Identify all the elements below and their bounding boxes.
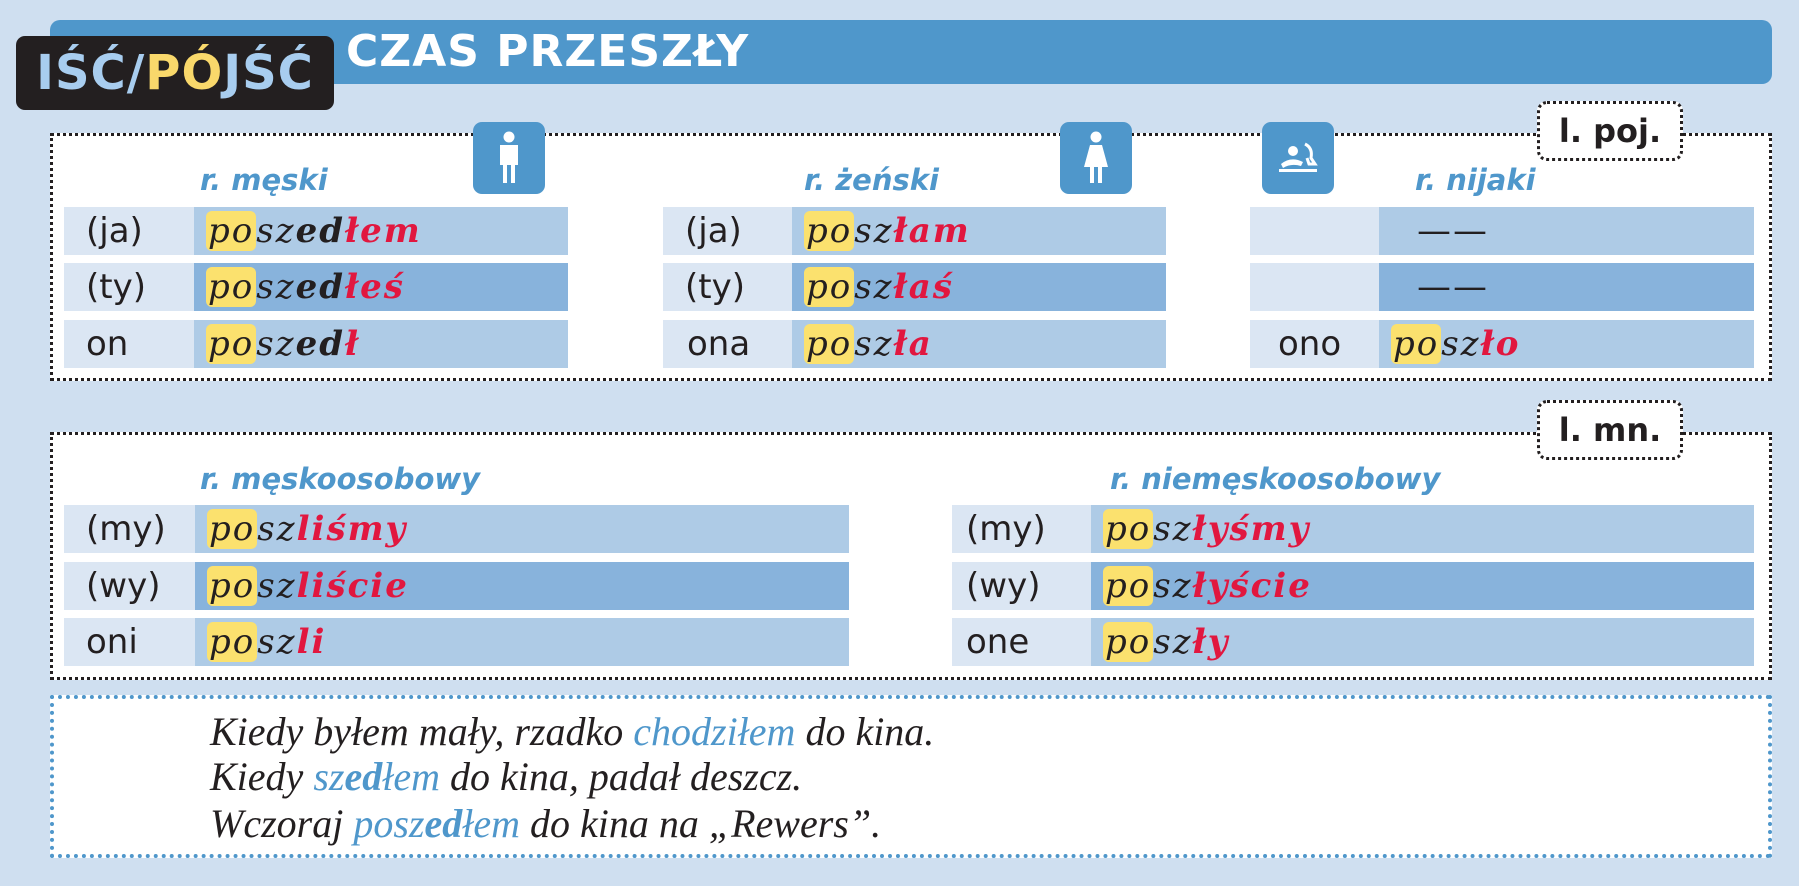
verb-form: [195, 562, 849, 610]
pronoun: one: [952, 618, 1091, 666]
man-icon: [473, 122, 545, 194]
table-row: [64, 263, 568, 311]
page-title: CZAS PRZESZŁY: [346, 26, 750, 77]
ending: ł: [345, 324, 361, 364]
example-highlight: posz: [353, 801, 425, 846]
prefix: po: [806, 211, 853, 251]
label-nonvirile: r. niemęskoosobowy: [1110, 462, 1441, 496]
label-virile: r. męskoosobowy: [200, 462, 481, 496]
table-row: [64, 618, 849, 666]
ending: li: [296, 622, 327, 662]
example-text: Kiedy: [210, 754, 314, 799]
verb-part-3: JŚĆ: [223, 45, 314, 101]
example-text: Wczoraj: [210, 801, 354, 846]
table-row: [952, 618, 1754, 666]
pronoun: (my): [64, 505, 195, 553]
example-sentence: [210, 753, 802, 800]
table-row: [64, 207, 568, 255]
table-row: [663, 263, 1166, 311]
verb-form: [1091, 562, 1754, 610]
verb-form: [792, 207, 1166, 255]
label-feminine: r. żeński: [804, 163, 939, 197]
verb-form: [1091, 505, 1754, 553]
pronoun: on: [64, 320, 194, 368]
verb-badge: [16, 36, 334, 110]
suffix: ed: [295, 324, 346, 364]
stem: sz: [257, 509, 297, 549]
prefix: po: [806, 324, 853, 364]
ending: ła: [893, 324, 933, 364]
prefix: po: [1393, 324, 1440, 364]
ending: łem: [345, 211, 422, 251]
table-row: [663, 207, 1166, 255]
example-sentence: [210, 800, 881, 847]
example-highlight: łem: [462, 801, 520, 846]
verb-form: [1379, 320, 1754, 368]
table-row: [64, 562, 849, 610]
plural-tag: l. mn.: [1537, 400, 1683, 460]
example-text: do kina, padał deszcz.: [439, 754, 803, 799]
ending: ły: [1192, 622, 1230, 662]
verb-part-1: IŚĆ/: [36, 45, 146, 101]
table-row: [663, 320, 1166, 368]
pronoun: (my): [952, 505, 1091, 553]
pronoun: ona: [663, 320, 792, 368]
table-row: [64, 320, 568, 368]
example-text: do kina na „Rewers”.: [520, 801, 882, 846]
verb-form: [194, 207, 568, 255]
prefix: po: [1105, 509, 1152, 549]
prefix: po: [209, 509, 256, 549]
prefix: po: [208, 211, 255, 251]
ending: ło: [1480, 324, 1521, 364]
example-text: Kiedy byłem mały, rzadko: [210, 709, 634, 754]
verb-form: [194, 320, 568, 368]
verb-form: [1091, 618, 1754, 666]
stem: sz: [256, 211, 296, 251]
singular-tag: l. poj.: [1537, 101, 1683, 161]
ending: łyście: [1192, 566, 1312, 606]
verb-form: [792, 320, 1166, 368]
label-masculine: r. męski: [200, 163, 328, 197]
prefix: po: [208, 267, 255, 307]
stem: sz: [1153, 509, 1193, 549]
suffix: ed: [295, 267, 346, 307]
pronoun: (ja): [64, 207, 194, 255]
prefix: po: [209, 622, 256, 662]
ending: liśmy: [296, 509, 408, 549]
table-row: [64, 505, 849, 553]
table-row: [952, 505, 1754, 553]
table-row: [1250, 263, 1754, 311]
example-highlight-bold: ed: [344, 754, 383, 799]
stem: sz: [256, 324, 296, 364]
table-row: [1250, 320, 1754, 368]
stem: sz: [854, 267, 894, 307]
verb-form: [1379, 207, 1754, 255]
label-neuter: r. nijaki: [1415, 163, 1536, 197]
verb-form: [792, 263, 1166, 311]
pronoun: [1250, 207, 1379, 255]
pronoun: (ty): [663, 263, 792, 311]
prefix: po: [1105, 566, 1152, 606]
verb-part-prefix: PÓ: [145, 45, 224, 101]
pronoun: (ty): [64, 263, 194, 311]
ending: łeś: [345, 267, 405, 307]
prefix: po: [209, 566, 256, 606]
ending: liście: [296, 566, 409, 606]
pronoun: (wy): [952, 562, 1091, 610]
example-sentence: [210, 708, 934, 755]
stem: sz: [256, 267, 296, 307]
woman-icon: [1060, 122, 1132, 194]
table-row: [1250, 207, 1754, 255]
stem: sz: [1441, 324, 1481, 364]
stem: sz: [1153, 566, 1193, 606]
stem: sz: [854, 324, 894, 364]
pronoun: ono: [1250, 320, 1379, 368]
prefix: po: [806, 267, 853, 307]
baby-icon: [1262, 122, 1334, 194]
verb-form: [1379, 263, 1754, 311]
pronoun: (wy): [64, 562, 195, 610]
example-text: do kina.: [795, 709, 935, 754]
example-highlight: chodziłem: [633, 709, 796, 754]
pronoun: oni: [64, 618, 195, 666]
ending: łyśmy: [1192, 509, 1311, 549]
example-highlight-bold: ed: [424, 801, 463, 846]
dash: ——: [1417, 211, 1489, 251]
stem: sz: [854, 211, 894, 251]
pronoun: (ja): [663, 207, 792, 255]
verb-form: [194, 263, 568, 311]
verb-form: [195, 505, 849, 553]
prefix: po: [1105, 622, 1152, 662]
verb-form: [195, 618, 849, 666]
example-highlight: łem: [382, 754, 440, 799]
prefix: po: [208, 324, 255, 364]
stem: sz: [257, 566, 297, 606]
stem: sz: [1153, 622, 1193, 662]
ending: łaś: [893, 267, 954, 307]
table-row: [952, 562, 1754, 610]
example-highlight: sz: [313, 754, 345, 799]
suffix: ed: [295, 211, 346, 251]
ending: łam: [893, 211, 971, 251]
dash: ——: [1417, 267, 1489, 307]
stem: sz: [257, 622, 297, 662]
pronoun: [1250, 263, 1379, 311]
